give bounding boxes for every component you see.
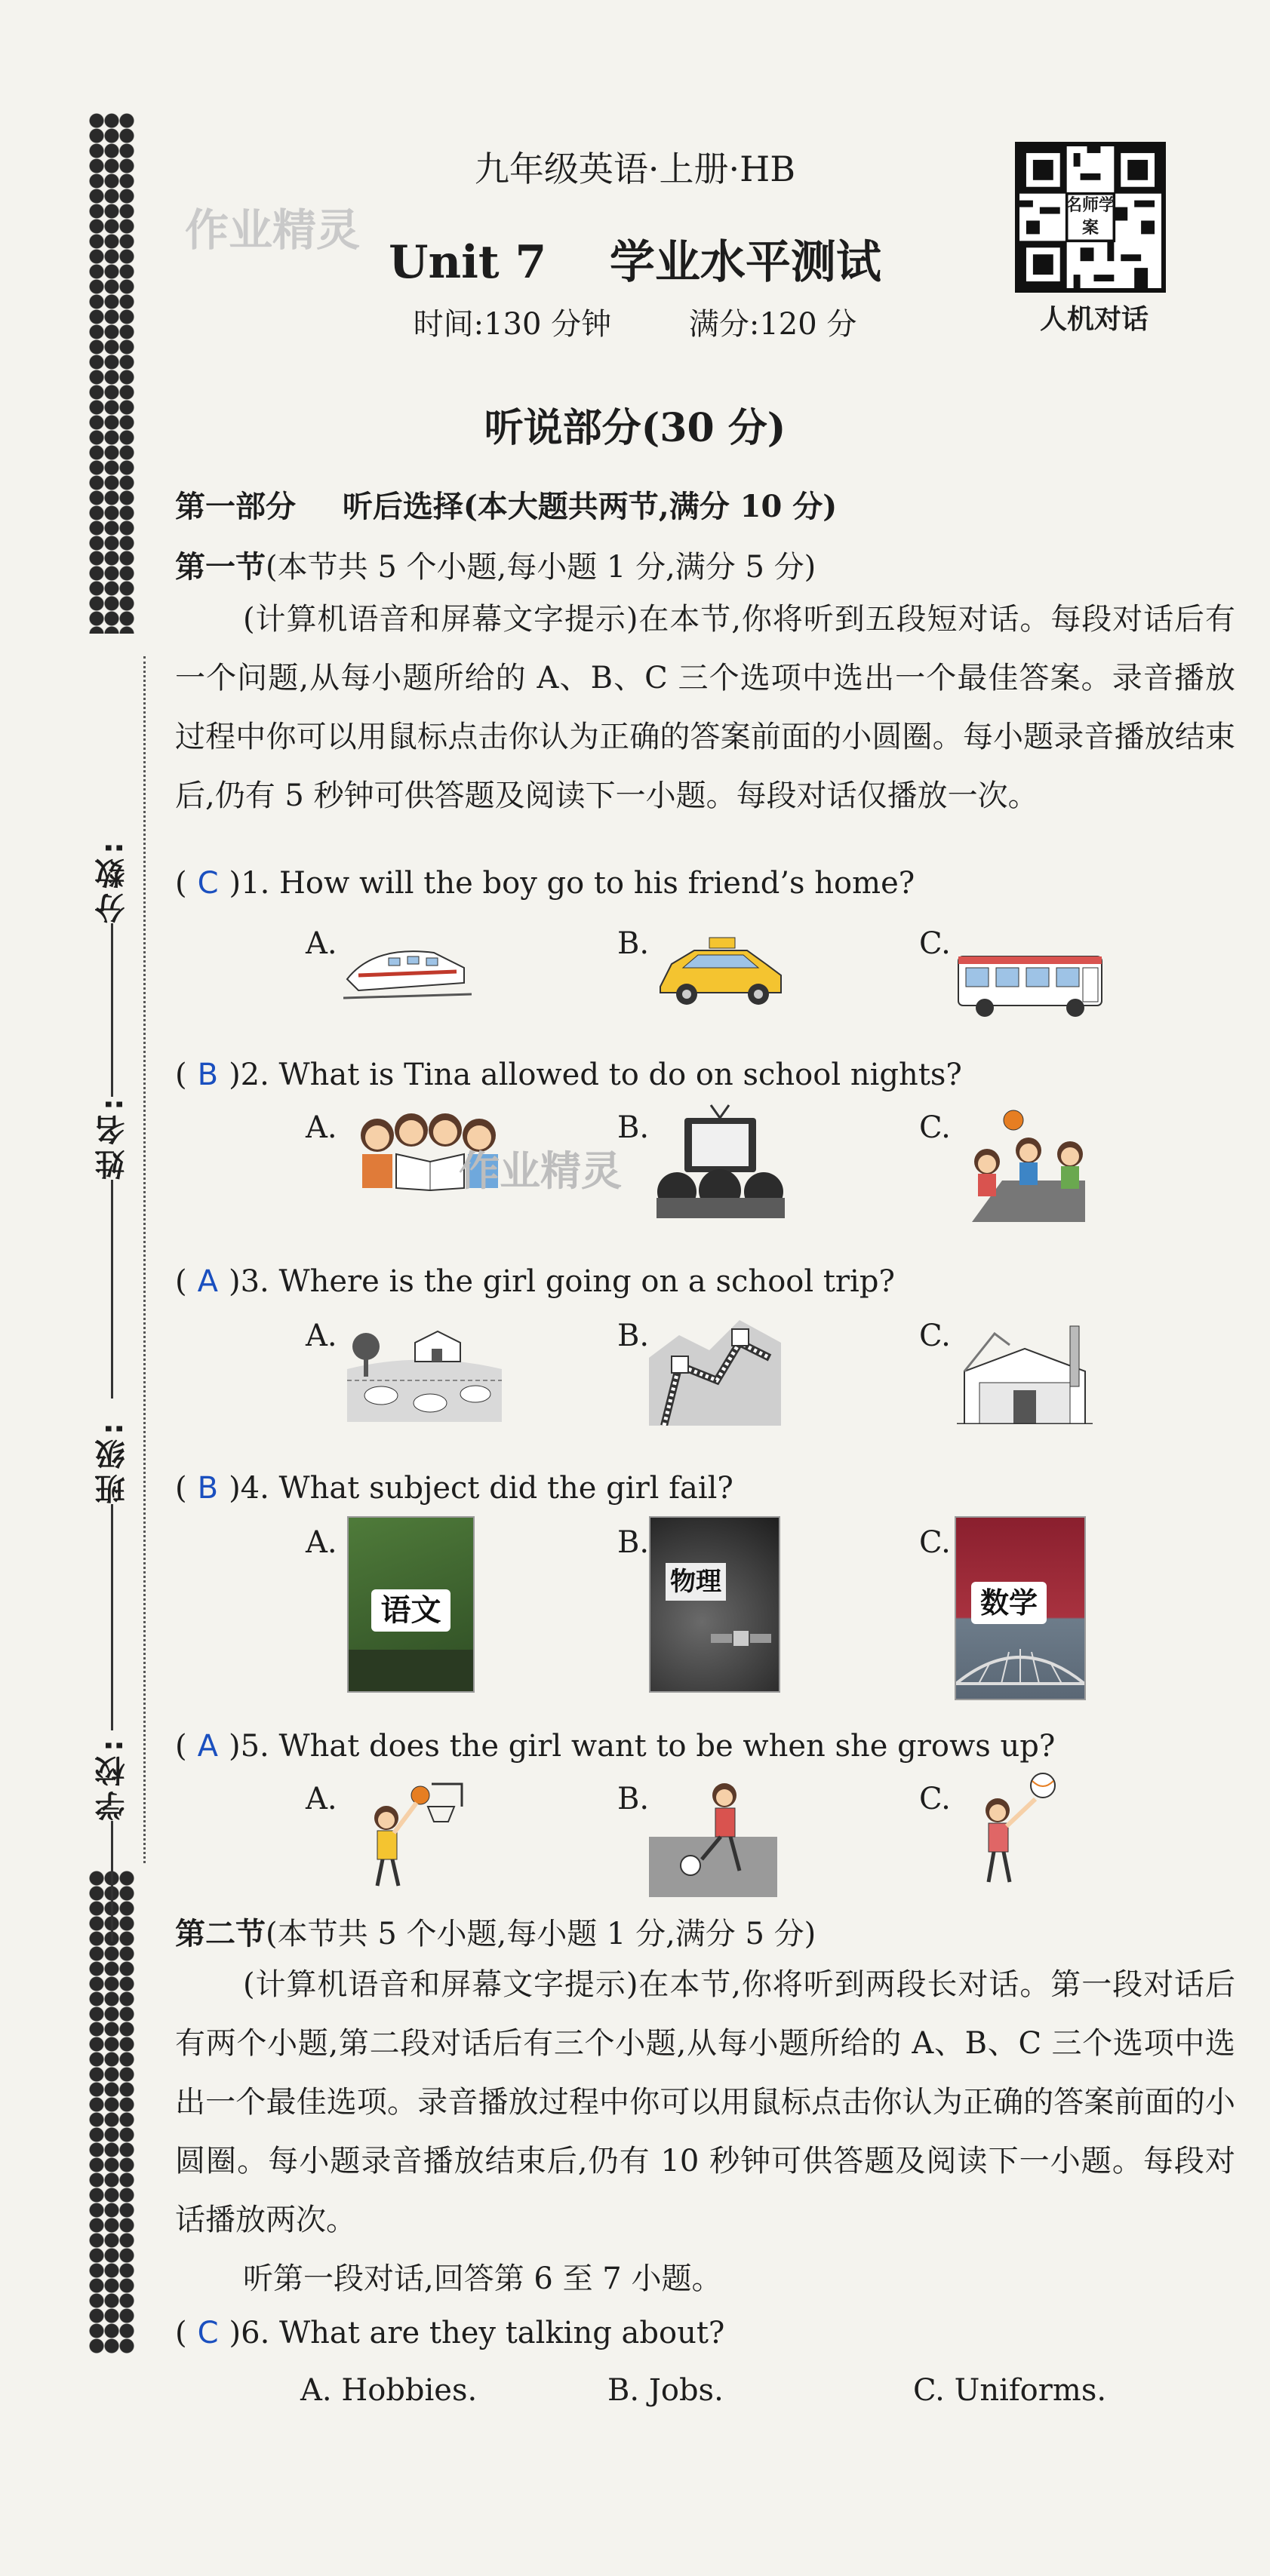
bridge-icon bbox=[956, 1623, 1084, 1699]
question-1-text: 1. How will the boy go to his friend’s home? bbox=[241, 866, 915, 901]
class-label: 班级: bbox=[94, 1418, 130, 1504]
answer-2[interactable]: B bbox=[197, 1058, 219, 1092]
dialogue-intro: 听第一段对话,回答第 6 至 7 小题。 bbox=[243, 2261, 722, 2296]
q5-option-a-label[interactable]: A. bbox=[306, 1782, 337, 1816]
farm-icon bbox=[347, 1328, 502, 1422]
class-field[interactable] bbox=[89, 1418, 134, 1730]
q4-option-a-label[interactable]: A. bbox=[306, 1525, 337, 1560]
q4-option-a-image[interactable] bbox=[347, 1516, 475, 1693]
q3-option-b-label[interactable]: B. bbox=[617, 1319, 650, 1353]
satellite-icon bbox=[711, 1608, 771, 1669]
q3-option-c-image[interactable] bbox=[957, 1311, 1093, 1424]
q5-option-a-image[interactable] bbox=[349, 1776, 469, 1890]
section2-instructions: (计算机语音和屏幕文字提示)在本节,你将听到两段长对话。第一段对话后有两个小题,第二段对话后有三个小题,从每小题所给的 A、B、C 三个选项中选出一个最佳选项。录音播放过程中你可以用鼠标点击你认为正确的答案前面的小圆圈。每小题录音播放结束后,仍有 10 秒钟可供答题及阅读下一小题。每段对话播放两次。 bbox=[175, 1967, 1235, 2237]
question-6-text: 6. What are they talking about? bbox=[241, 2316, 725, 2350]
q2-option-a-label[interactable]: A. bbox=[306, 1110, 337, 1145]
building-gate-icon bbox=[957, 1311, 1093, 1424]
question-6: ( C )6. What are they talking about? bbox=[175, 2316, 725, 2350]
q3-option-c-label[interactable]: C. bbox=[919, 1319, 951, 1353]
question-5: ( A )5. What does the girl want to be when she grows up? bbox=[175, 1729, 1056, 1764]
question-2: ( B )2. What is Tina allowed to do on school nights? bbox=[175, 1058, 962, 1092]
question-5-text: 5. What does the girl want to be when she grows up? bbox=[240, 1729, 1056, 1764]
math-book-title: 数学 bbox=[971, 1582, 1047, 1624]
section1-heading bbox=[175, 543, 816, 586]
binding-cut-line bbox=[143, 656, 146, 1863]
school-field[interactable] bbox=[89, 1735, 134, 1942]
q3-option-a-label[interactable]: A. bbox=[306, 1319, 337, 1353]
section1-title: 第一节 bbox=[175, 549, 266, 585]
book-series: 九年级英语·上册·HB bbox=[474, 149, 796, 189]
kids-playing-basketball-icon bbox=[957, 1109, 1093, 1226]
book-cover-band bbox=[349, 1650, 473, 1691]
answer-5[interactable]: A bbox=[197, 1729, 218, 1764]
name-field[interactable] bbox=[89, 1094, 134, 1399]
q5-option-b-image[interactable] bbox=[649, 1776, 777, 1897]
question-3-text: 3. Where is the girl going on a school trip? bbox=[240, 1264, 895, 1299]
page-title: Unit 7 学业水平测试 bbox=[389, 236, 881, 289]
q2-option-b-label[interactable]: B. bbox=[617, 1110, 650, 1145]
question-3: ( A )3. Where is the girl going on a school trip? bbox=[175, 1264, 895, 1299]
time-limit: 时间:130 分钟 bbox=[413, 307, 612, 342]
chinese-book-title: 语文 bbox=[371, 1589, 450, 1632]
q6-option-a[interactable]: A. Hobbies. bbox=[300, 2373, 478, 2408]
girl-volleyball-icon bbox=[952, 1769, 1073, 1890]
kids-watching-tv-icon bbox=[650, 1101, 790, 1218]
watermark-top: 作业精灵 bbox=[185, 204, 361, 256]
qr-code[interactable] bbox=[1015, 142, 1166, 293]
q3-option-a-image[interactable] bbox=[347, 1328, 502, 1422]
q1-option-b-image[interactable] bbox=[653, 934, 789, 1009]
q4-option-b-label[interactable]: B. bbox=[617, 1525, 650, 1560]
q3-option-b-image[interactable] bbox=[649, 1313, 781, 1426]
q1-option-c-label[interactable]: C. bbox=[919, 926, 951, 961]
name-label: 姓名: bbox=[94, 1094, 130, 1180]
q1-option-b-label[interactable]: B. bbox=[617, 926, 650, 961]
q1-option-a-image[interactable] bbox=[343, 934, 472, 1006]
answer-3[interactable]: A bbox=[197, 1264, 218, 1299]
girl-basketball-icon bbox=[349, 1776, 469, 1890]
high-speed-train-icon bbox=[343, 934, 472, 1006]
school-label: 学校: bbox=[94, 1735, 130, 1821]
q6-option-b[interactable]: B. Jobs. bbox=[607, 2373, 724, 2408]
part1-heading bbox=[175, 483, 837, 526]
full-score: 满分:120 分 bbox=[688, 307, 857, 342]
watermark-middle: 作业精灵 bbox=[459, 1147, 622, 1195]
physics-book-title: 物理 bbox=[666, 1563, 726, 1601]
q4-option-b-image[interactable] bbox=[649, 1516, 780, 1693]
q6-option-c[interactable]: C. Uniforms. bbox=[913, 2373, 1107, 2408]
binding-dots-bottom bbox=[89, 1871, 134, 2353]
part1-desc: 听后选择(本大题共两节,满分 10 分) bbox=[342, 489, 838, 524]
q5-option-b-label[interactable]: B. bbox=[617, 1782, 650, 1816]
taxi-icon bbox=[653, 934, 789, 1009]
q4-option-c-image[interactable] bbox=[955, 1516, 1086, 1700]
bus-icon bbox=[955, 949, 1105, 1021]
question-4-text: 4. What subject did the girl fail? bbox=[240, 1471, 733, 1506]
question-2-text: 2. What is Tina allowed to do on school nights? bbox=[240, 1058, 962, 1092]
q1-option-c-image[interactable] bbox=[955, 949, 1105, 1021]
q1-option-a-label[interactable]: A. bbox=[306, 926, 337, 961]
qr-center-text: 名师学案 bbox=[1065, 196, 1115, 238]
section2-heading bbox=[175, 1910, 816, 1953]
q5-option-c-label[interactable]: C. bbox=[919, 1782, 951, 1816]
question-4: ( B )4. What subject did the girl fail? bbox=[175, 1471, 733, 1506]
qr-caption: 人机对话 bbox=[1039, 304, 1149, 335]
section1-instructions: (计算机语音和屏幕文字提示)在本节,你将听到五段短对话。每段对话后有一个问题,从每小题所给的 A、B、C 三个选项中选出一个最佳答案。录音播放过程中你可以用鼠标点击你认为正确的答案前面的小圆圈。每小题录音播放结束后,仍有 5 秒钟可供答题及阅读下一小题。每段对话仅播放一次。 bbox=[175, 602, 1235, 813]
part1-title: 第一部分 bbox=[175, 489, 296, 524]
q2-option-c-label[interactable]: C. bbox=[919, 1110, 951, 1145]
section2-title: 第二节 bbox=[175, 1916, 266, 1951]
answer-1[interactable]: C bbox=[197, 866, 219, 901]
section-title: 听说部分(30 分) bbox=[484, 405, 786, 451]
section1-desc: (本节共 5 个小题,每小题 1 分,满分 5 分) bbox=[266, 550, 816, 585]
question-1: ( C )1. How will the boy go to his friend’s home? bbox=[175, 866, 915, 901]
q5-option-c-image[interactable] bbox=[952, 1769, 1073, 1890]
q2-option-b-image[interactable] bbox=[650, 1101, 790, 1218]
answer-6[interactable]: C bbox=[197, 2316, 219, 2350]
score-label: 分数: bbox=[94, 837, 130, 923]
great-wall-icon bbox=[649, 1313, 781, 1426]
q4-option-c-label[interactable]: C. bbox=[919, 1525, 951, 1560]
q2-option-c-image[interactable] bbox=[957, 1109, 1093, 1226]
answer-4[interactable]: B bbox=[197, 1471, 219, 1506]
girl-football-icon bbox=[649, 1776, 777, 1897]
score-field[interactable] bbox=[89, 837, 134, 1097]
section2-desc: (本节共 5 个小题,每小题 1 分,满分 5 分) bbox=[266, 1917, 816, 1951]
